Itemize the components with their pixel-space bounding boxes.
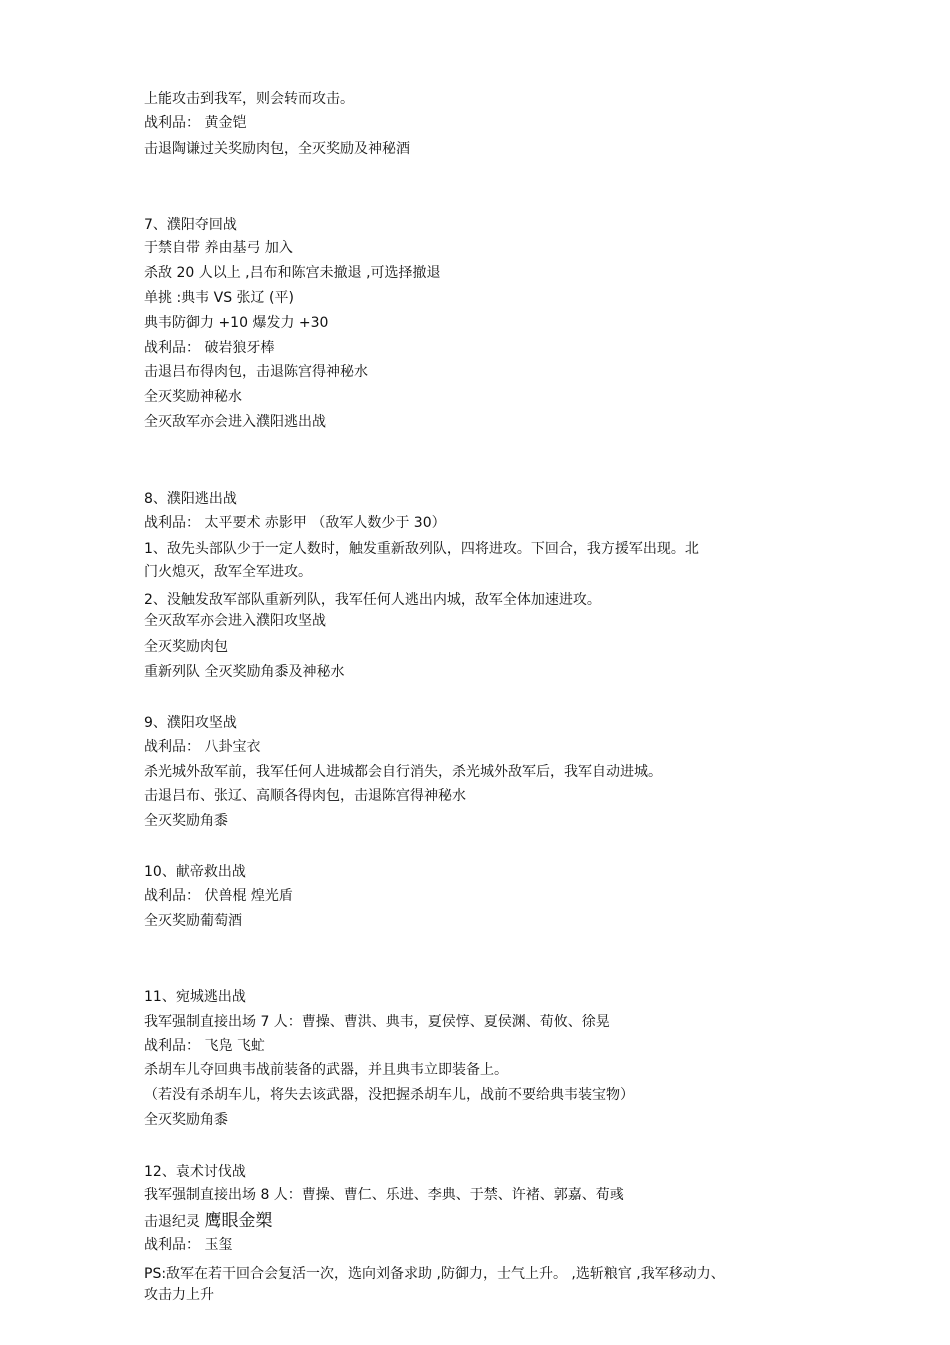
text-line: 全灭奖励角黍 bbox=[144, 1112, 228, 1128]
text-line bbox=[144, 1212, 272, 1231]
section-heading: 8、濮阳逃出战 bbox=[144, 491, 237, 507]
text-line: 击退陶谦过关奖励肉包，全灭奖励及神秘酒 bbox=[144, 141, 410, 157]
text-line: 战利品： 八卦宝衣 bbox=[144, 739, 261, 755]
text-line: （若没有杀胡车儿，将失去该武器，没把握杀胡车儿，战前不要给典韦装宝物） bbox=[144, 1087, 634, 1103]
text-line: 重新列队 全灭奖励角黍及神秘水 bbox=[144, 664, 345, 680]
text-line: 全灭奖励神秘水 bbox=[144, 389, 242, 405]
text-line: 杀敌 20 人以上 ,吕布和陈宫未撤退 ,可选择撤退 bbox=[144, 265, 441, 281]
text-line: 击退吕布、张辽、高顺各得肉包，击退陈宫得神秘水 bbox=[144, 788, 466, 804]
text-line: 1、敌先头部队少于一定人数时，触发重新敌列队，四将进攻。下回合，我方援军出现。北 bbox=[144, 541, 699, 557]
text-line: 战利品： 黄金铠 bbox=[144, 115, 247, 131]
text-line: 单挑 :典韦 VS 张辽 (平) bbox=[144, 290, 294, 306]
text-line: 杀胡车儿夺回典韦战前装备的武器，并且典韦立即装备上。 bbox=[144, 1062, 508, 1078]
text-line: PS:敌军在若干回合会复活一次，选向刘备求助 ,防御力，士气上升。 ,选斩粮官 ,我军移动力、 bbox=[144, 1266, 725, 1282]
text-line: 战利品： 玉玺 bbox=[144, 1237, 233, 1253]
text-line: 我军强制直接出场 7 人：曹操、曹洪、典韦，夏侯惇、夏侯渊、荀攸、徐晃 bbox=[144, 1014, 610, 1030]
section-heading: 7、濮阳夺回战 bbox=[144, 217, 237, 233]
section-heading: 11、宛城逃出战 bbox=[144, 989, 246, 1005]
text-line: 全灭奖励角黍 bbox=[144, 813, 228, 829]
text-line: 门火熄灭，敌军全军进攻。 bbox=[144, 564, 312, 580]
text-line: 攻击力上升 bbox=[144, 1287, 214, 1303]
section-heading: 10、献帝救出战 bbox=[144, 864, 246, 880]
text-line: 典韦防御力 +10 爆发力 +30 bbox=[144, 315, 329, 331]
text-line: 杀光城外敌军前，我军任何人进城都会自行消失，杀光城外敌军后，我军自动进城。 bbox=[144, 764, 662, 780]
text-line: 上能攻击到我军，则会转而攻击。 bbox=[144, 91, 354, 107]
text-line: 全灭奖励肉包 bbox=[144, 639, 228, 655]
text-line: 全灭奖励葡萄酒 bbox=[144, 913, 242, 929]
text-line: 2、没触发敌军部队重新列队，我军任何人逃出内城，敌军全体加速进攻。 bbox=[144, 592, 601, 608]
section-heading: 12、袁术讨伐战 bbox=[144, 1164, 246, 1180]
text-line: 战利品： 太平要术 赤影甲 （敌军人数少于 30） bbox=[144, 515, 446, 531]
text-line: 战利品： 破岩狼牙棒 bbox=[144, 340, 275, 356]
text-line: 全灭敌军亦会进入濮阳逃出战 bbox=[144, 414, 326, 430]
item-name: 鹰眼金槊 bbox=[204, 1211, 273, 1231]
section-heading: 9、濮阳攻坚战 bbox=[144, 715, 237, 731]
text-segment: 击退纪灵 bbox=[144, 1214, 200, 1230]
text-line: 战利品： 伏兽棍 煌光盾 bbox=[144, 888, 293, 904]
text-line: 于禁自带 养由基弓 加入 bbox=[144, 240, 293, 256]
text-line: 战利品： 飞凫 飞虻 bbox=[144, 1038, 265, 1054]
text-line: 我军强制直接出场 8 人：曹操、曹仁、乐进、李典、于禁、许褚、郭嘉、荀彧 bbox=[144, 1187, 624, 1203]
text-line: 全灭敌军亦会进入濮阳攻坚战 bbox=[144, 613, 326, 629]
text-line: 击退吕布得肉包，击退陈宫得神秘水 bbox=[144, 364, 368, 380]
